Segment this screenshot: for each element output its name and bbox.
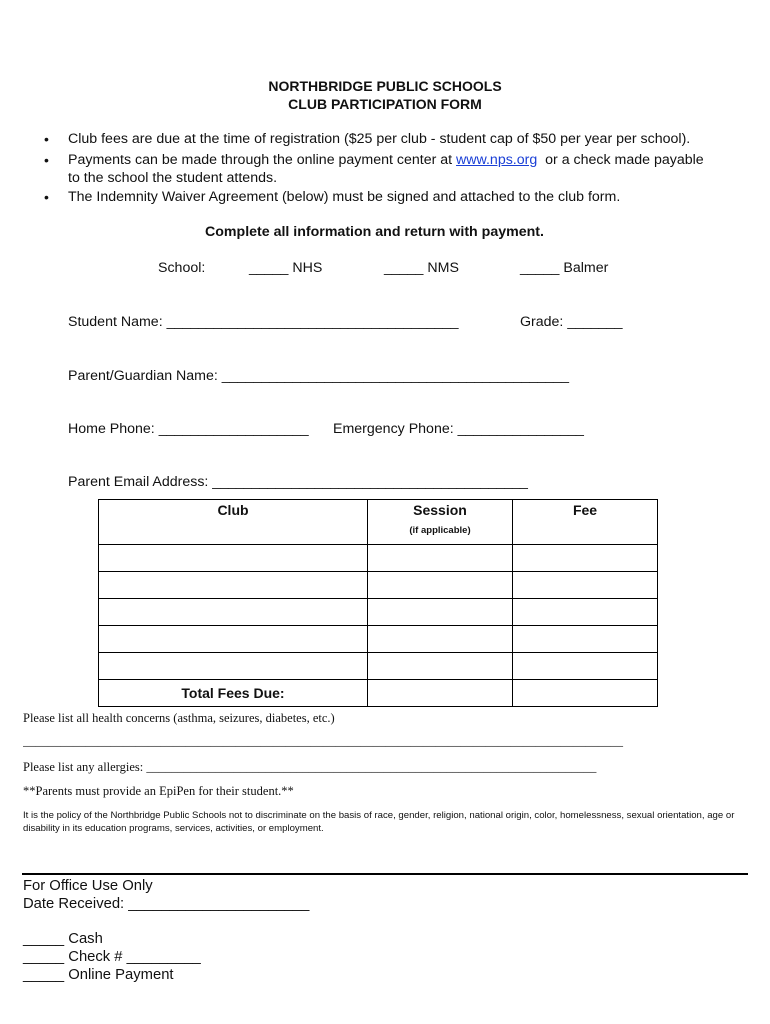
fee-cell[interactable] [513, 626, 658, 653]
session-cell[interactable] [368, 545, 513, 572]
fee-cell[interactable] [513, 653, 658, 680]
health-concerns-field[interactable]: ________________________________________________________________________________________________ [23, 734, 623, 748]
non-discrimination-policy: It is the policy of the Northbridge Public Schools not to discriminate on the basis of race, gender, religion, national origin, color, homelessness, sexual orientation, age or disability in its education programs, services, activities, or employment. [23, 810, 735, 834]
club-cell[interactable] [99, 599, 368, 626]
bullet-icon: • [44, 131, 49, 147]
session-cell[interactable] [368, 626, 513, 653]
header-fee [513, 500, 658, 545]
instruction-text: Complete all information and return with payment. [205, 224, 544, 240]
fee-cell[interactable] [513, 545, 658, 572]
waiver-note: The Indemnity Waiver Agreement (below) must be signed and attached to the club form. [68, 189, 621, 205]
office-divider [22, 873, 748, 875]
fee-cell[interactable] [513, 599, 658, 626]
table-row [99, 572, 658, 599]
emergency-phone-field[interactable]: Emergency Phone: ________________ [333, 421, 584, 437]
school-option-nhs[interactable]: _____ NHS [249, 260, 323, 276]
club-cell[interactable] [99, 545, 368, 572]
session-cell[interactable] [368, 653, 513, 680]
school-option-balmer[interactable]: _____ Balmer [520, 260, 609, 276]
school-label: School: [158, 260, 206, 276]
session-cell[interactable] [368, 599, 513, 626]
header-club [99, 500, 368, 545]
club-cell[interactable] [99, 653, 368, 680]
header-session-sub: (if applicable) [409, 525, 471, 536]
total-fees-label: Total Fees Due: [99, 680, 368, 707]
session-cell[interactable] [368, 572, 513, 599]
parent-email-field[interactable]: Parent Email Address: ________________________________________ [68, 474, 528, 490]
fee-cell[interactable] [513, 572, 658, 599]
table-row [99, 599, 658, 626]
district-name: NORTHBRIDGE PUBLIC SCHOOLS [268, 78, 502, 94]
health-concerns-label: Please list all health concerns (asthma, seizures, diabetes, etc.) [23, 711, 335, 725]
club-table [98, 499, 658, 707]
header-fee-label: Fee [572, 502, 598, 518]
bullet-icon: • [44, 189, 49, 205]
table-header-row [99, 500, 658, 545]
fees-note: Club fees are due at the time of registration ($25 per club - student cap of $50 per year per school). [68, 131, 691, 147]
total-row [99, 680, 658, 707]
parent-name-field[interactable]: Parent/Guardian Name: ____________________________________________ [68, 368, 569, 384]
form-title: CLUB PARTICIPATION FORM [288, 96, 482, 112]
table-row [99, 653, 658, 680]
school-option-nms[interactable]: _____ NMS [384, 260, 459, 276]
office-use-heading: For Office Use Only [23, 878, 153, 894]
check-option[interactable]: _____ Check # _________ [23, 949, 201, 965]
table-row [99, 545, 658, 572]
header-club-label: Club [217, 502, 249, 518]
payment-note-line2: to the school the student attends. [68, 170, 278, 186]
payment-note-text: Payments can be made through the online payment center at [68, 152, 457, 168]
header-session [368, 500, 513, 545]
total-session-cell [368, 680, 513, 707]
grade-field[interactable]: Grade: _______ [520, 314, 623, 330]
payment-note [68, 152, 704, 168]
payment-note-rest: or a check made payable [537, 152, 704, 168]
nps-website-link[interactable]: www.nps.org [456, 152, 538, 168]
table-row [99, 626, 658, 653]
home-phone-field[interactable]: Home Phone: ___________________ [68, 421, 309, 437]
club-cell[interactable] [99, 572, 368, 599]
date-received-field[interactable]: Date Received: ______________________ [23, 896, 310, 912]
total-fee-cell[interactable] [513, 680, 658, 707]
cash-option[interactable]: _____ Cash [23, 931, 103, 947]
online-payment-option[interactable]: _____ Online Payment [23, 967, 174, 983]
allergies-field[interactable]: Please list any allergies: ________________________________________________________________________ [23, 760, 597, 774]
header-session-label: Session [413, 502, 467, 518]
student-name-field[interactable]: Student Name: _____________________________________ [68, 314, 459, 330]
club-cell[interactable] [99, 626, 368, 653]
epipen-note: **Parents must provide an EpiPen for their student.** [23, 784, 294, 798]
bullet-icon: • [44, 152, 49, 168]
